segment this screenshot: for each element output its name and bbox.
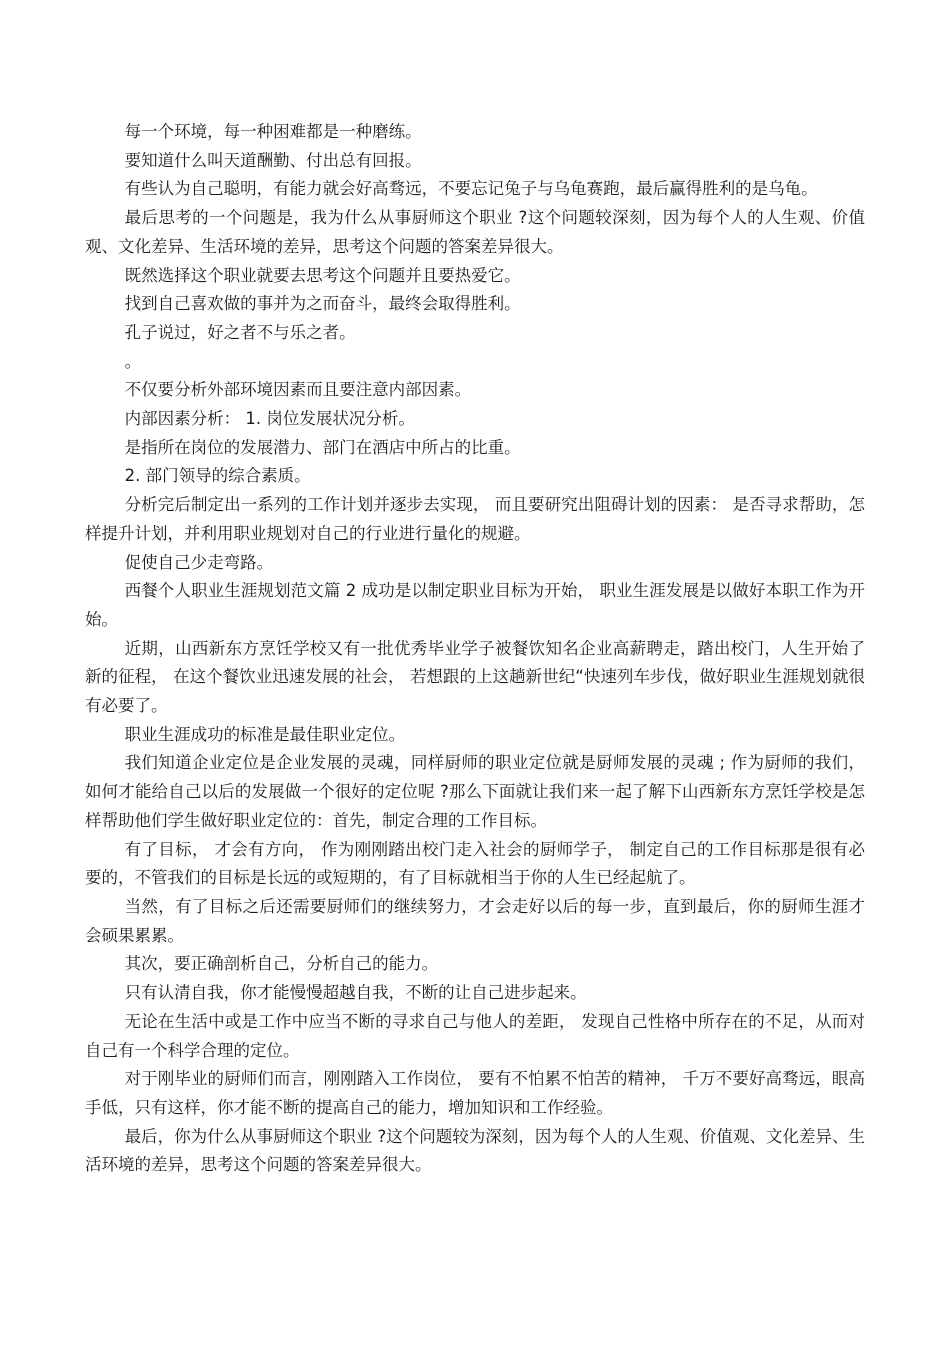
paragraph-17: 职业生涯成功的标准是最佳职业定位。: [124, 724, 406, 744]
paragraph-13: 分析完后制定出一系列的工作计划并逐步去实现， 而且要研究出阻碍计划的因素： 是否寻求帮助，怎样提升计划，并利用职业规划对自己的行业进行量化的规避。: [85, 495, 865, 543]
paragraph-5: 既然选择这个职业就要去思考这个问题并且要热爱它。: [124, 265, 521, 285]
paragraph-24: 对于刚毕业的厨师们而言，刚刚踏入工作岗位， 要有不怕累不怕苦的精神， 千万不要好高骛远，眼高手低，只有这样，你才能不断的提高自己的能力，增加知识和工作经验。: [85, 1069, 865, 1117]
paragraph-19: 有了目标， 才会有方向， 作为刚刚踏出校门走入社会的厨师学子， 制定自己的工作目标那是很有必要的，不管我们的目标是长远的或短期的，有了目标就相当于你的人生已经起航了。: [85, 839, 865, 888]
paragraph-8: 。: [124, 351, 142, 371]
paragraph-11: 是指所在岗位的发展潜力、部门在酒店中所占的比重。: [124, 437, 521, 457]
paragraph-16: 近期，山西新东方烹饪学校又有一批优秀毕业学子被餐饮知名企业高薪聘走，踏出校门，人生开始了新的征程， 在这个餐饮业迅速发展的社会， 若想跟的上这趟新世纪“快速列车步伐，做好职业生涯规划就很有必要了。: [85, 638, 865, 716]
paragraph-21: 其次，要正确剖析自己，分析自己的能力。: [124, 954, 439, 974]
paragraph-7: 孔子说过，好之者不与乐之者。: [124, 322, 356, 342]
paragraph-3: 有些认为自己聪明，有能力就会好高骛远，不要忘记兔子与乌龟赛跑，最后赢得胜利的是乌龟。: [124, 179, 818, 199]
paragraph-23: 无论在生活中或是工作中应当不断的寻求自己与他人的差距， 发现自己性格中所存在的不足，从而对自己有一个科学合理的定位。: [85, 1011, 865, 1060]
paragraph-10: 内部因素分析： 1. 岗位发展状况分析。: [124, 409, 415, 429]
paragraph-14: 促使自己少走弯路。: [124, 552, 274, 572]
paragraph-4: 最后思考的一个问题是，我为什么从事厨师这个职业 ?这个问题较深刻，因为每个人的人生观、价值观、文化差异、生活环境的差异，思考这个问题的答案差异很大。: [85, 208, 865, 256]
paragraph-6: 找到自己喜欢做的事并为之而奋斗，最终会取得胜利。: [124, 294, 521, 314]
paragraph-12: 2. 部门领导的综合素质。: [124, 466, 311, 486]
paragraph-2: 要知道什么叫天道酬勤、付出总有回报。: [124, 150, 422, 170]
paragraph-25: 最后，你为什么从事厨师这个职业 ?这个问题较为深刻，因为每个人的人生观、价值观、文化差异、生活环境的差异，思考这个问题的答案差异很大。: [85, 1126, 865, 1175]
paragraph-20: 当然，有了目标之后还需要厨师们的继续努力，才会走好以后的每一步，直到最后，你的厨师生涯才会硕果累累。: [85, 896, 865, 945]
paragraph-1: 每一个环境，每一种困难都是一种磨练。: [124, 122, 422, 141]
paragraph-15: 西餐个人职业生涯规划范文篇 2 成功是以制定职业目标为开始， 职业生涯发展是以做好本职工作为开始。: [85, 581, 865, 629]
document-body: [85, 118, 865, 1180]
paragraph-18: 我们知道企业定位是企业发展的灵魂，同样厨师的职业定位就是厨师发展的灵魂 ; 作为厨师的我们，如何才能给自己以后的发展做一个很好的定位呢 ?那么下面就让我们来一起了解下山西新东方烹饪学校是怎样帮助他们学生做好职业定位的：首先，制定合理的工作目标。: [85, 753, 865, 830]
paragraph-9: 不仅要分析外部环境因素而且要注意内部因素。: [124, 380, 472, 400]
paragraph-22: 只有认清自我，你才能慢慢超越自我，不断的让自己进步起来。: [124, 983, 587, 1003]
